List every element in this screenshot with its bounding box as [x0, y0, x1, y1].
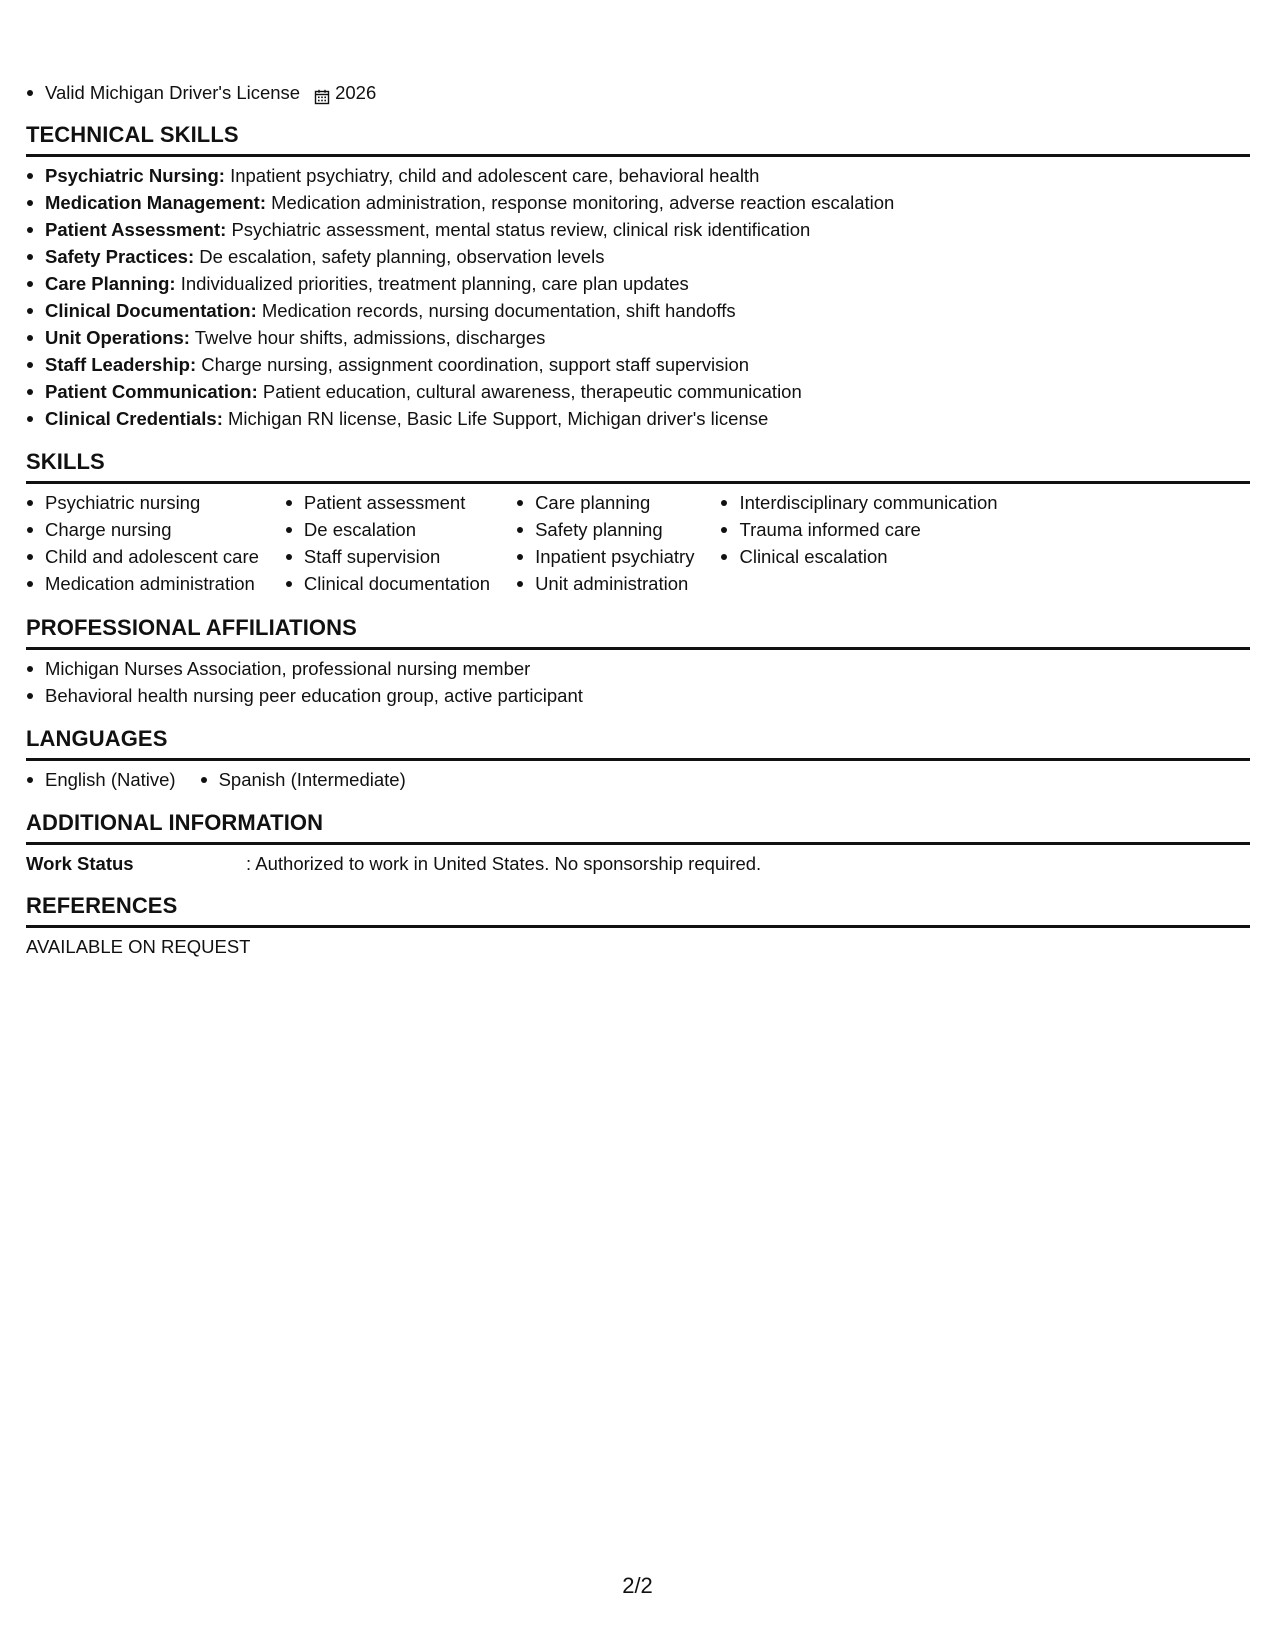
- calendar-icon: [314, 85, 330, 101]
- list-item: Michigan Nurses Association, professional nursing member: [26, 655, 1250, 682]
- list-item: [26, 351, 1250, 378]
- item-label: Medication Management:: [45, 192, 266, 213]
- list-item: Clinical documentation: [285, 570, 490, 597]
- item-label: Care Planning:: [45, 273, 176, 294]
- item-label: Safety Practices:: [45, 246, 195, 267]
- list-item: Charge nursing: [26, 516, 259, 543]
- list-item: Clinical escalation: [720, 543, 997, 570]
- list-item: Psychiatric nursing: [26, 489, 259, 516]
- license-text: Valid Michigan Driver's License: [45, 82, 301, 103]
- list-item: Staff supervision: [285, 543, 490, 570]
- list-item: [26, 243, 1250, 270]
- license-item: [26, 79, 376, 106]
- languages-section: [26, 726, 1250, 793]
- work-status-value: : Authorized to work in United States. No sponsorship required.: [246, 853, 762, 874]
- item-text: Michigan RN license, Basic Life Support, Michigan driver's license: [228, 408, 769, 429]
- technical-skills-section: [26, 122, 1250, 432]
- list-item: Medication administration: [26, 570, 259, 597]
- list-item: Interdisciplinary communication: [720, 489, 997, 516]
- references-text: AVAILABLE ON REQUEST: [26, 936, 251, 957]
- section-title: ADDITIONAL INFORMATION: [26, 810, 1250, 845]
- list-item: [26, 378, 1250, 405]
- section-title: LANGUAGES: [26, 726, 1250, 761]
- list-item: Care planning: [516, 489, 694, 516]
- affiliations-section: [26, 615, 1250, 709]
- item-label: Staff Leadership:: [45, 354, 197, 375]
- skills-column: [516, 489, 694, 597]
- list-item: De escalation: [285, 516, 490, 543]
- skills-grid: [26, 489, 1250, 597]
- languages-list: [26, 766, 1250, 793]
- technical-skills-list: [26, 162, 1250, 432]
- list-item: [26, 189, 1250, 216]
- list-item: [26, 297, 1250, 324]
- item-text: Medication records, nursing documentation, shift handoffs: [261, 300, 736, 321]
- list-item: Safety planning: [516, 516, 694, 543]
- list-item: Spanish (Intermediate): [200, 766, 406, 793]
- item-label: Unit Operations:: [45, 327, 190, 348]
- work-status-row: [26, 850, 1250, 877]
- section-title: TECHNICAL SKILLS: [26, 122, 1250, 157]
- list-item: Unit administration: [516, 570, 694, 597]
- skills-section: [26, 449, 1250, 597]
- list-item: Inpatient psychiatry: [516, 543, 694, 570]
- item-text: Individualized priorities, treatment planning, care plan updates: [180, 273, 689, 294]
- skills-column: [26, 489, 259, 597]
- references-section: [26, 893, 1250, 960]
- license-year: 2026: [335, 82, 377, 103]
- section-title: SKILLS: [26, 449, 1250, 484]
- list-item: [26, 324, 1250, 351]
- section-title: PROFESSIONAL AFFILIATIONS: [26, 615, 1250, 650]
- item-text: Psychiatric assessment, mental status review, clinical risk identification: [231, 219, 811, 240]
- item-text: Medication administration, response monitoring, adverse reaction escalation: [271, 192, 895, 213]
- item-text: Patient education, cultural awareness, therapeutic communication: [262, 381, 802, 402]
- item-label: Patient Communication:: [45, 381, 258, 402]
- item-text: De escalation, safety planning, observation levels: [199, 246, 605, 267]
- list-item: [26, 162, 1250, 189]
- item-text: Charge nursing, assignment coordination, support staff supervision: [201, 354, 750, 375]
- page-number: 2/2: [622, 1573, 653, 1598]
- item-label: Psychiatric Nursing:: [45, 165, 225, 186]
- list-item: Behavioral health nursing peer education group, active participant: [26, 682, 1250, 709]
- license-list: [26, 79, 376, 106]
- work-status-label: Work Status: [26, 853, 134, 874]
- skills-column: [720, 489, 997, 597]
- item-text: Twelve hour shifts, admissions, discharges: [194, 327, 546, 348]
- list-item: Patient assessment: [285, 489, 490, 516]
- list-item: [26, 270, 1250, 297]
- list-item: Trauma informed care: [720, 516, 997, 543]
- item-label: Clinical Documentation:: [45, 300, 257, 321]
- affiliations-list: [26, 655, 1250, 709]
- section-title: REFERENCES: [26, 893, 1250, 928]
- list-item: [26, 216, 1250, 243]
- list-item: English (Native): [26, 766, 176, 793]
- list-item: Child and adolescent care: [26, 543, 259, 570]
- item-text: Inpatient psychiatry, child and adolescent care, behavioral health: [230, 165, 760, 186]
- list-item: [26, 405, 1250, 432]
- skills-column: [285, 489, 490, 597]
- item-label: Clinical Credentials:: [45, 408, 223, 429]
- additional-info-section: [26, 810, 1250, 877]
- item-label: Patient Assessment:: [45, 219, 227, 240]
